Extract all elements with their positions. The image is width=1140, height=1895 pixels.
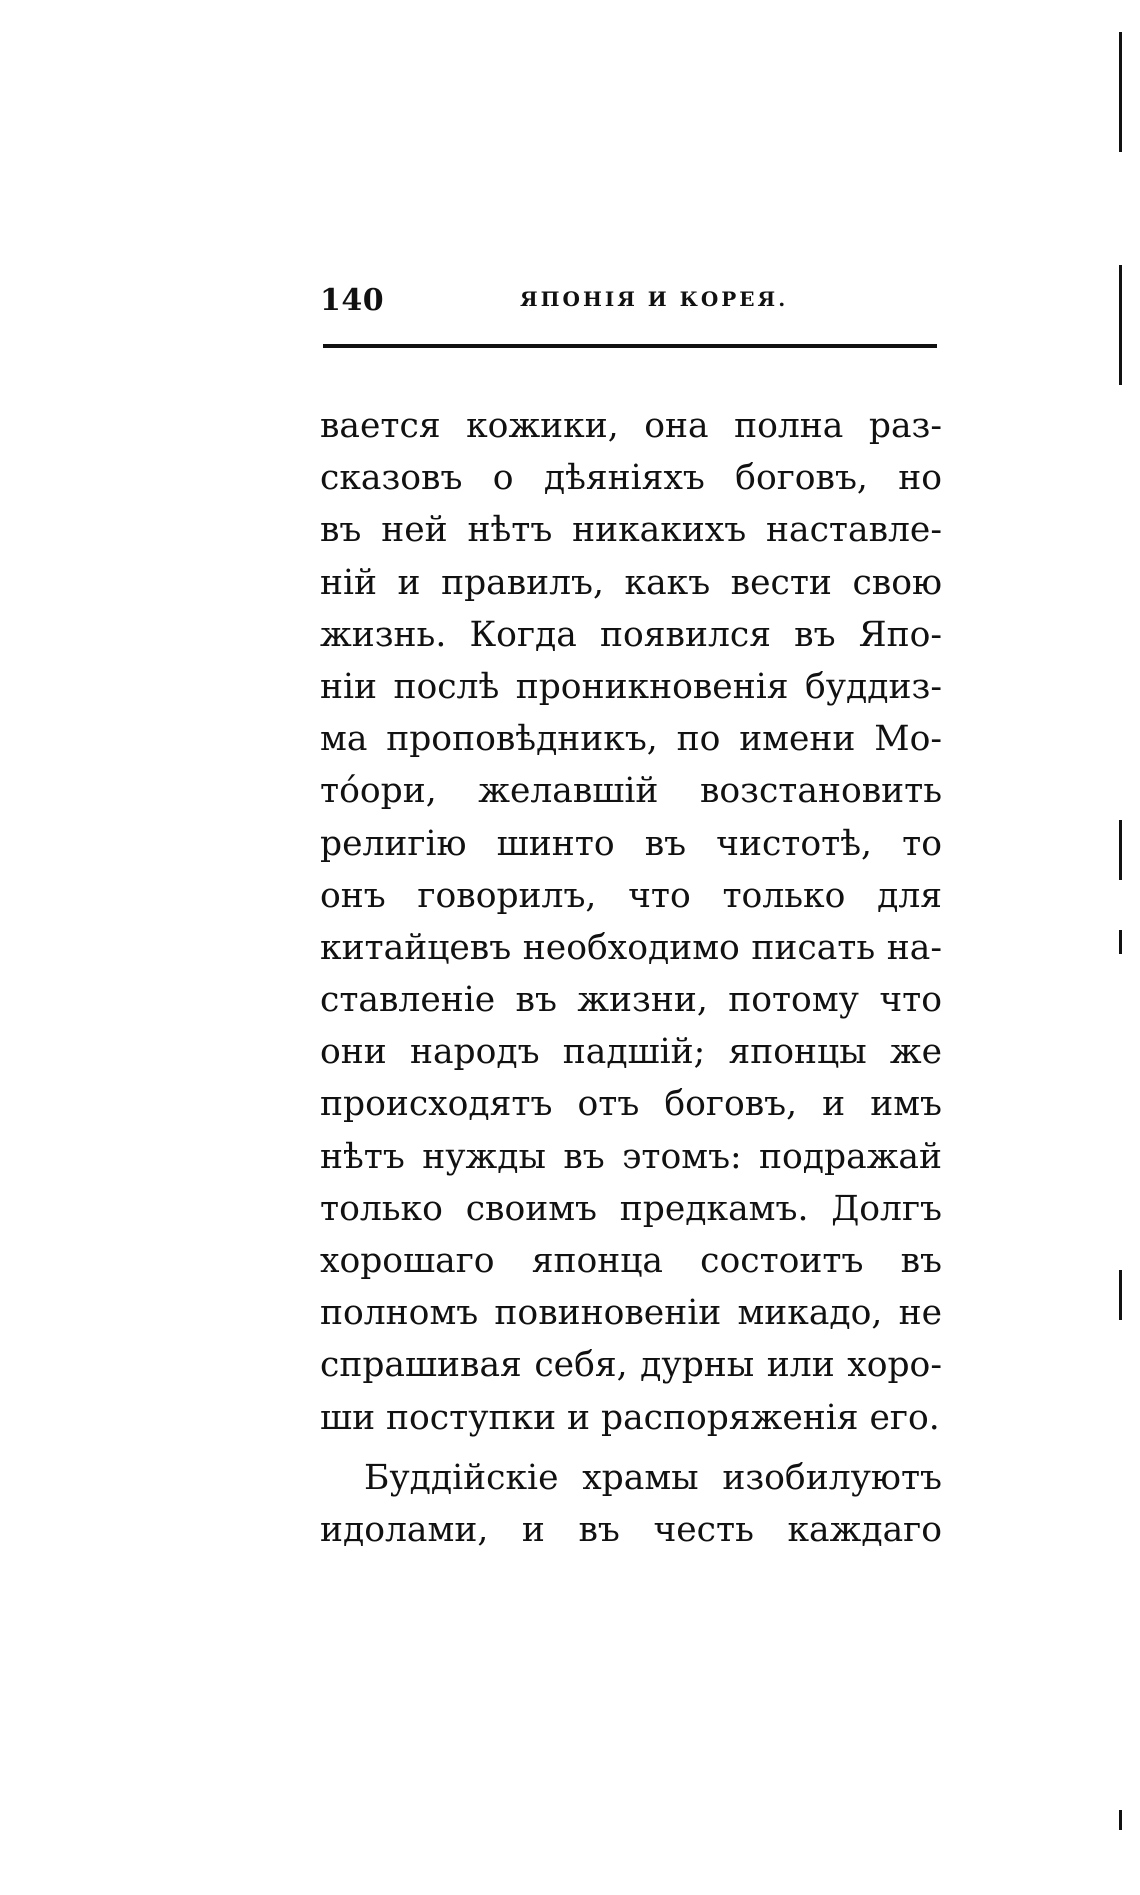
paragraph (320, 400, 942, 1444)
scan-edge-mark (1119, 1810, 1122, 1830)
text-line: сказовъ о дѣяніяхъ боговъ, но (320, 458, 942, 499)
header-rule (323, 344, 937, 348)
text-line: происходятъ отъ боговъ, и имъ (320, 1084, 942, 1125)
text-line: онъ говорилъ, что только для (320, 875, 942, 916)
text-line: нѣтъ нужды въ этомъ: подражай (320, 1136, 942, 1177)
text-line: въ ней нѣтъ никакихъ наставле- (320, 510, 942, 551)
text-line: Буддійскіе храмы изобилуютъ (364, 1457, 942, 1498)
text-line: религію шинто въ чистотѣ, то (320, 823, 942, 864)
scan-edge-mark (1119, 1270, 1122, 1320)
text-line: ставленіе въ жизни, потому что (320, 980, 942, 1021)
text-line: китайцевъ необходимо писать на- (320, 927, 942, 968)
text-line: спрашивая себя, дурны или хоро- (320, 1345, 942, 1386)
text-line: тóори, желавшій возстановить (320, 771, 942, 812)
text-line: ма проповѣдникъ, по имени Мо- (320, 719, 942, 760)
page-number: 140 (320, 283, 385, 318)
text-line: жизнь. Когда появился въ Япо- (320, 614, 942, 655)
paragraph (320, 1452, 942, 1556)
text-line: ши поступки и распоряженія его. (320, 1397, 940, 1438)
text-line: ніи послѣ проникновенія буддиз- (320, 666, 942, 707)
text-line: вается кожики, она полна раз- (320, 406, 942, 446)
text-line: полномъ повиновеніи микадо, не (320, 1293, 942, 1334)
text-line: они народъ падшій; японцы же (320, 1032, 942, 1073)
page-header (320, 283, 942, 323)
text-line: только своимъ предкамъ. Долгъ (320, 1188, 942, 1229)
text-line: ній и правилъ, какъ вести свою (320, 562, 942, 603)
text-line: идолами, и въ честь каждаго (320, 1509, 942, 1550)
body-text (320, 400, 942, 1556)
scan-edge-mark (1119, 930, 1122, 954)
scan-edge-mark (1119, 32, 1122, 152)
scan-edge-mark (1119, 265, 1122, 385)
text-line: хорошаго японца состоитъ въ (320, 1241, 942, 1281)
running-title: ЯПОНІЯ И КОРЕЯ. (520, 287, 789, 311)
scan-edge-mark (1119, 820, 1122, 880)
